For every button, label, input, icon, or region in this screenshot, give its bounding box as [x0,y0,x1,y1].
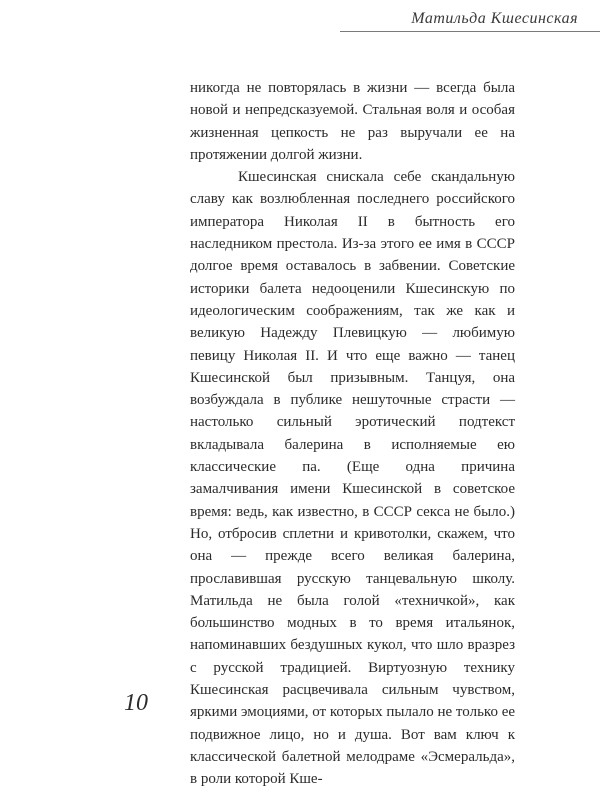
paragraph: Кшесинская снискала себе скандальную славу как возлюбленная последнего российского императора Николая II в бытность его наследником престола. Из-за этого ее имя в СССР долгое время оставалось в забвении. Советские историки балета недооценили Кшесинскую по идеологическим соображениям, так же как и великую Надежду Плевицкую — любимую певицу Николая II. И что еще важно — танец Кшесинской был призывным. Танцуя, она возбуждала в публике нешуточные страсти — настолько сильный эротический подтекст вкладывала балерина в исполняемые ею классические па. (Еще одна причина замалчивания имени Кшесинской в советское время: ведь, как известно, в СССР секса не было.) Но, отбросив сплетни и кривотолки, скажем, что она — прежде всего великая балерина, прославившая русскую танцевальную школу. Матильда не была голой «техничкой», как большинство модных в то время итальянок, напоминавших бездушных кукол, что шло вразрез с русской традицией. Виртуозную технику Кшесинская расцвечивала сильным чувством, яркими эмоциями, от которых пылало не только ее подвижное лицо, но и душа. Вот вам ключ к классической балетной мелодраме «Эсмеральда», в роли которой Кше- [190,169,516,788]
paragraph-continued: никогда не повторялась в жизни — всегда была новой и непредсказуемой. Стальная воля и особая жизненная цепкость не раз выручали ее на протяжении долгой жизни. [190,80,515,163]
body-text [190,77,515,791]
running-title: Матильда Кшесинская [411,10,578,27]
header-rule [340,31,600,32]
running-header [0,0,600,46]
page-number: 10 [124,690,148,716]
